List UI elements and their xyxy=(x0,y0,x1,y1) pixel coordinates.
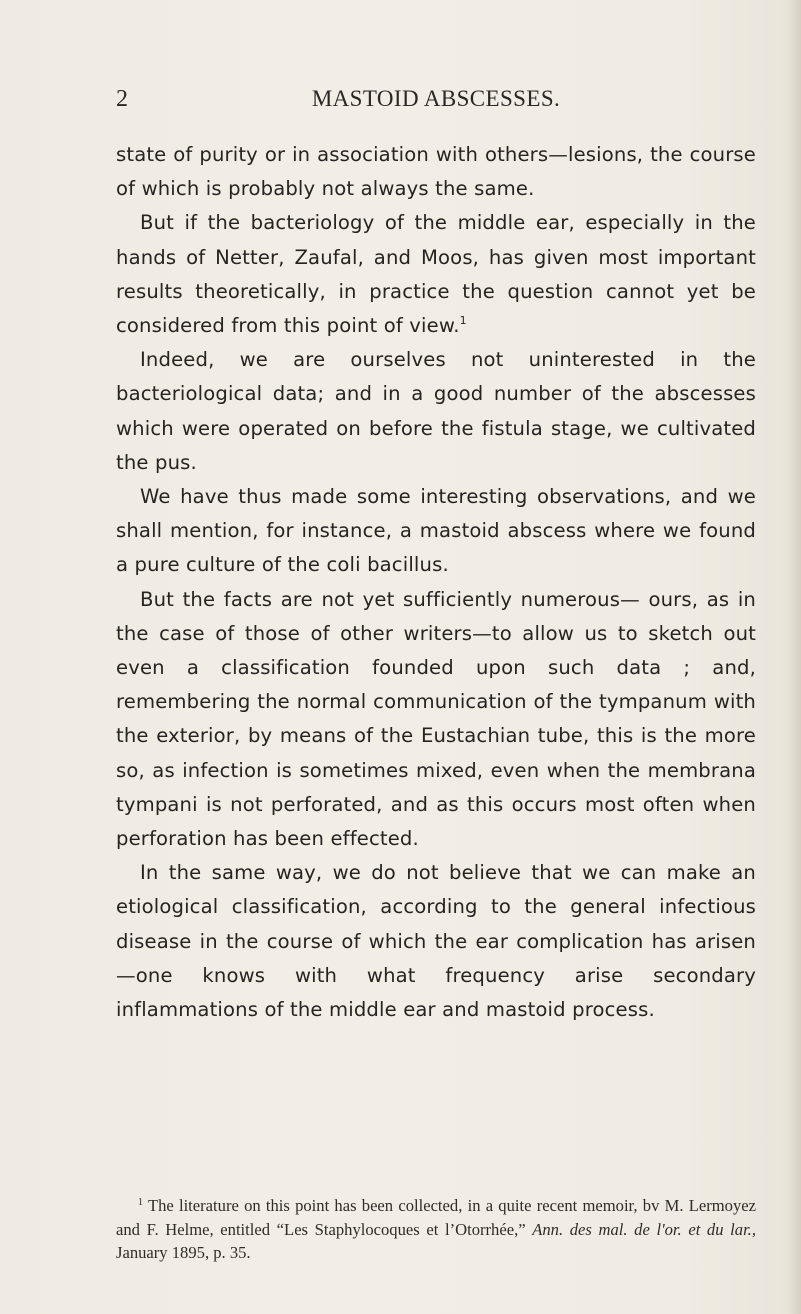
paragraph-4: We have thus made some interesting observations, and we shall mention, for instance, a mastoid abscess where we found a pure culture of the coli bacillus. xyxy=(116,485,756,577)
footnote-date: January 1895, p. 35. xyxy=(116,1243,251,1262)
page-edge-shadow xyxy=(787,0,801,1314)
footnote-citation: Ann. des mal. de l'or. et du lar., xyxy=(532,1219,756,1239)
page-header xyxy=(116,86,756,120)
footnote-text: The literature on this point has been collected, in a quite recent memoir, bv M. Lermoyez and F. Helme, entitled “Les Staphylocoques et l’Otorrhée,” xyxy=(116,1196,756,1239)
paragraph-1: state of purity or in association with others—lesions, the course of which is probably not always the same. xyxy=(116,143,756,201)
footnote-reference: 1 xyxy=(459,314,467,328)
paragraph-6: In the same way, we do not believe that we can make an etiological classification, according to the general infectious disease in the course of which the ear complication has arisen—one knows with what frequency arise secondary inflammations of the middle ear and mastoid process. xyxy=(116,861,756,1022)
page-number: 2 xyxy=(116,86,128,112)
body-text xyxy=(116,138,756,1027)
paragraph-3: Indeed, we are ourselves not uninterested in the bacteriological data; and in a good number of the abscesses which were operated on before the fistula stage, we cultivated the pus. xyxy=(116,348,756,474)
paragraph-5: But the facts are not yet sufficiently numerous— ours, as in the case of those of other writers—to allow us to sketch out even a classification founded upon such data ; and, remembering the normal communication of the tympanum with the exterior, by means of the Eustachian tube, this is the more so, as infection is sometimes mixed, even when the membrana tympani is not perforated, and as this occurs most often when perforation has been effected. xyxy=(116,587,756,851)
paragraph-2 xyxy=(116,206,756,343)
running-title: MASTOID ABSCESSES. xyxy=(311,86,561,111)
paragraph-2-text: But if the bacteriology of the middle ear, especially in the hands of Netter, Zaufal, and Moos, has given most important results theoretically, in practice the question cannot yet be considered from this point of view. xyxy=(116,211,756,338)
footnote xyxy=(116,1194,756,1265)
footnote-marker: 1 xyxy=(138,1197,143,1208)
